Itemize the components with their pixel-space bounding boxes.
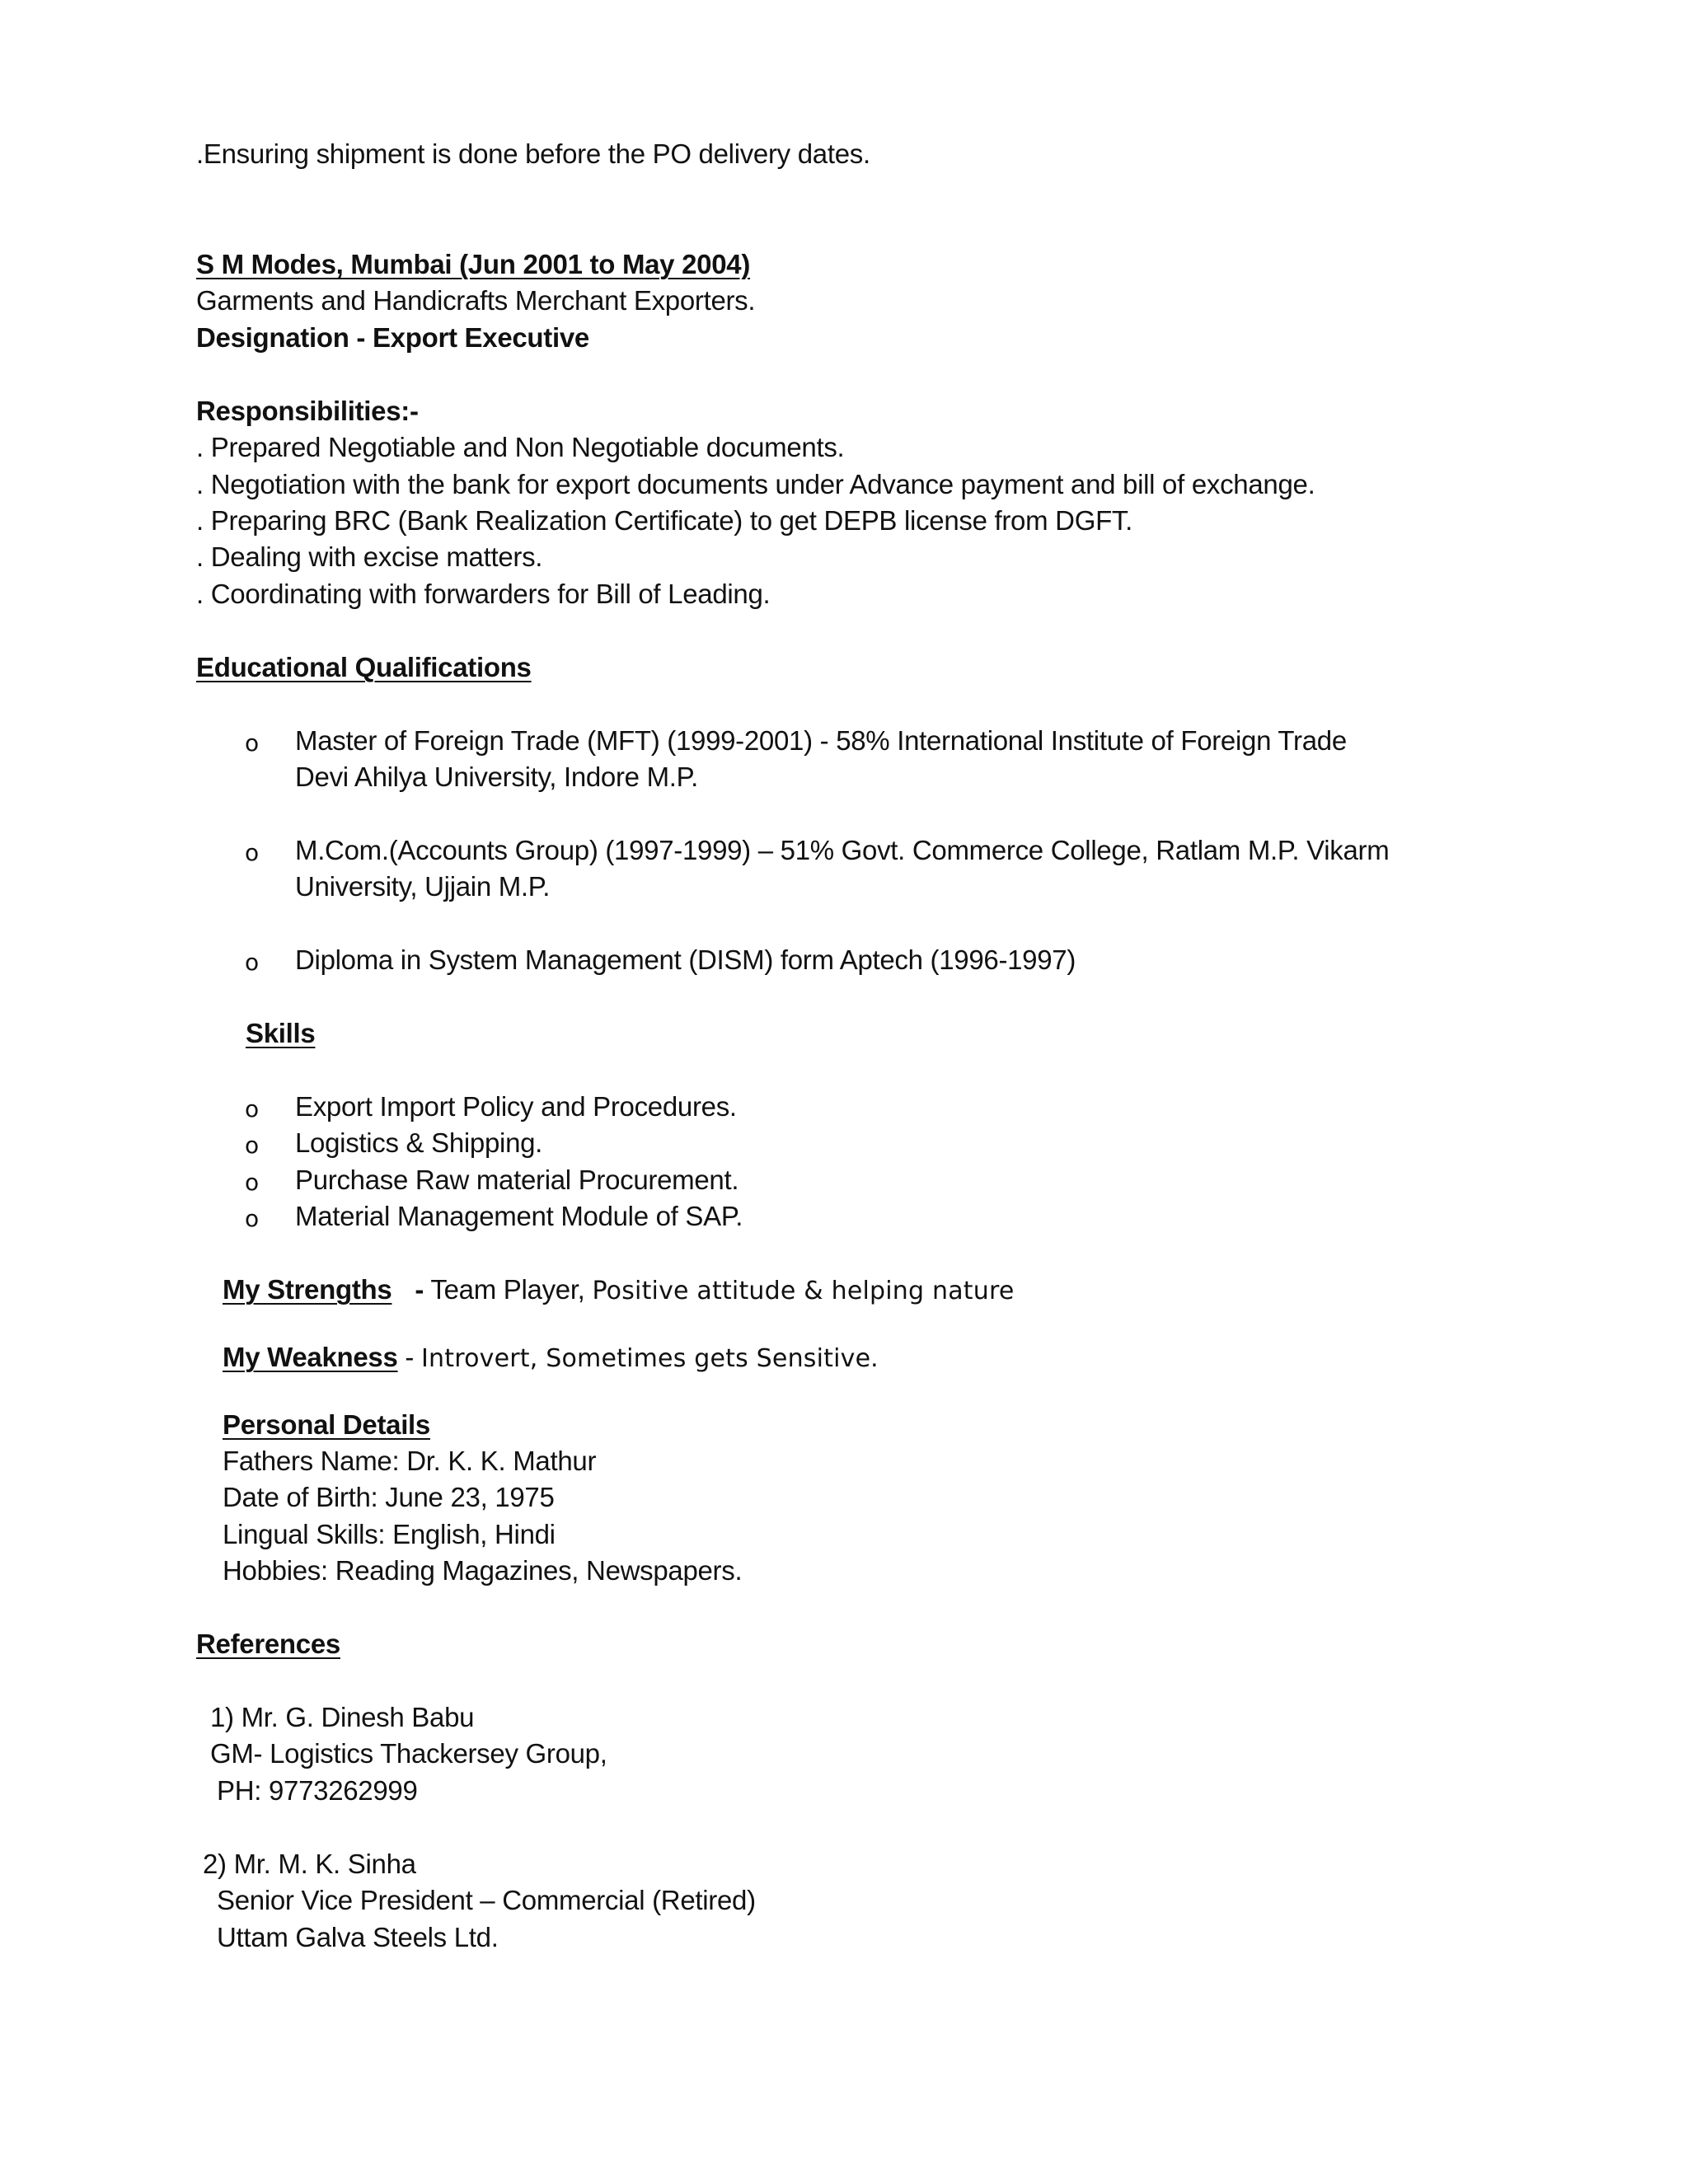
education-item-line: University, Ujjain M.P. [295,871,551,902]
education-item-line: Diploma in System Management (DISM) form Aptech (1996-1997) [295,944,1076,975]
strengths-value-b: Positive attitude & helping nature [592,1277,1015,1305]
weakness-label: My Weakness [223,1342,398,1372]
weakness-line [223,1339,878,1377]
skill-item: Logistics & Shipping. [295,1127,543,1158]
bullet-icon: o [245,729,260,757]
strengths-label: My Strengths [223,1274,392,1305]
strengths-dash: - [415,1274,424,1305]
reference-title: GM- Logistics Thackersey Group, [210,1738,607,1769]
designation: Designation - Export Executive [196,322,589,353]
reference-title: Senior Vice President – Commercial (Retired) [217,1885,756,1915]
responsibility-item: . Prepared Negotiable and Non Negotiable documents. [196,432,845,462]
education-item-line: M.Com.(Accounts Group) (1997-1999) – 51% Govt. Commerce College, Ratlam M.P. Vikarm [295,835,1390,865]
employer-heading: S M Modes, Mumbai (Jun 2001 to May 2004) [196,249,751,279]
weakness-dash: - [405,1342,415,1372]
skill-item: Purchase Raw material Procurement. [295,1165,739,1195]
bullet-icon: o [245,1169,260,1196]
references-heading: References [196,1629,340,1659]
personal-line: Date of Birth: June 23, 1975 [223,1482,555,1512]
reference-phone: PH: 9773262999 [217,1775,418,1806]
education-item-line: Devi Ahilya University, Indore M.P. [295,762,698,792]
bullet-icon: o [245,949,260,976]
weakness-value: Introvert, Sometimes gets Sensitive [421,1344,871,1373]
responsibility-item: . Negotiation with the bank for export documents under Advance payment and bill of exchange. [196,469,1315,499]
responsibilities-heading: Responsibilities:- [196,396,419,426]
personal-line: Fathers Name: Dr. K. K. Mathur [223,1446,597,1476]
employer-subtitle: Garments and Handicrafts Merchant Exporters. [196,285,756,316]
experience-last-line: .Ensuring shipment is done before the PO delivery dates. [196,138,870,169]
responsibility-item: . Dealing with excise matters. [196,541,543,572]
personal-line: Lingual Skills: English, Hindi [223,1519,556,1549]
reference-name: 2) Mr. M. K. Sinha [203,1849,416,1879]
education-heading: Educational Qualifications [196,652,532,682]
personal-line: Hobbies: Reading Magazines, Newspapers. [223,1555,743,1586]
bullet-icon: o [245,1205,260,1232]
reference-company: Uttam Galva Steels Ltd. [217,1922,499,1952]
strengths-line [223,1272,1015,1310]
weakness-period: . [870,1342,879,1372]
reference-name: 1) Mr. G. Dinesh Babu [210,1702,475,1732]
education-item-line: Master of Foreign Trade (MFT) (1999-2001) - 58% International Institute of Foreign Trade [295,725,1347,756]
bullet-icon: o [245,839,260,866]
bullet-icon: o [245,1132,260,1159]
skill-item: Material Management Module of SAP. [295,1201,743,1231]
skills-heading: Skills [246,1018,316,1048]
responsibility-item: . Preparing BRC (Bank Realization Certificate) to get DEPB license from DGFT. [196,505,1132,536]
personal-heading: Personal Details [223,1409,430,1440]
responsibility-item: . Coordinating with forwarders for Bill of Leading. [196,579,771,609]
bullet-icon: o [245,1095,260,1122]
skill-item: Export Import Policy and Procedures. [295,1091,737,1122]
strengths-value-a: Team Player, [430,1274,585,1305]
